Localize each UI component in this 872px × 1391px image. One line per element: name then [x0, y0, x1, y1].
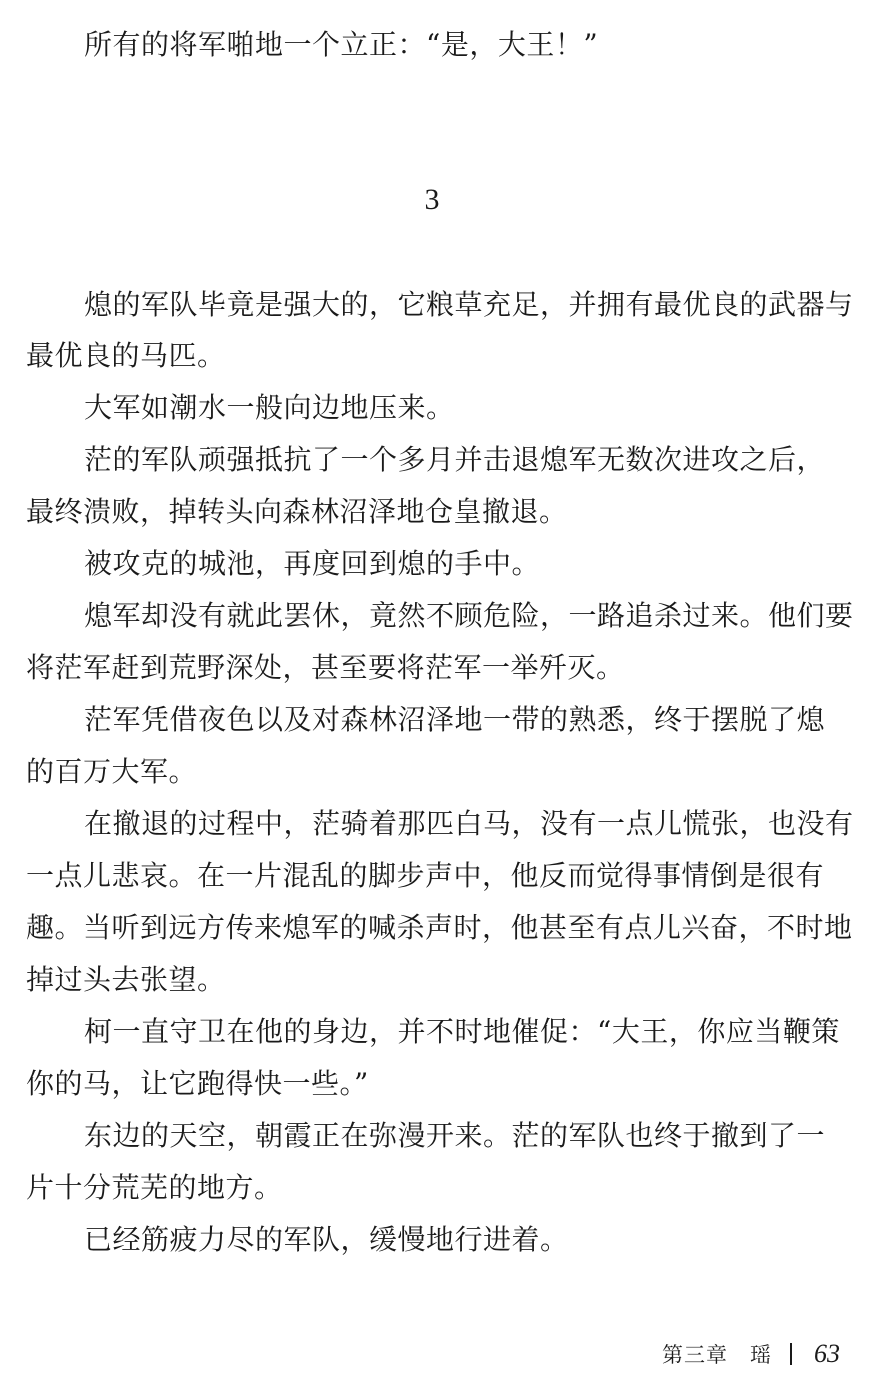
text-line: 熄军却没有就此罢休，竟然不顾危险，一路追杀过来。他们要: [84, 599, 854, 632]
text-line: 你的马，让它跑得快一些。”: [26, 1067, 369, 1100]
text-line: 在撤退的过程中，茫骑着那匹白马，没有一点儿慌张，也没有: [84, 807, 854, 840]
text-line: 所有的将军啪地一个立正：“是，大王！”: [84, 28, 599, 61]
text-line: 大军如潮水一般向边地压来。: [84, 391, 455, 424]
text-line: 趣。当听到远方传来熄军的喊杀声时，他甚至有点儿兴奋，不时地: [26, 911, 853, 944]
text-line: 的百万大军。: [26, 755, 198, 788]
text-line: 茫军凭借夜色以及对森林沼泽地一带的熟悉，终于摆脱了熄: [84, 703, 826, 736]
footer-separator: [790, 1343, 792, 1365]
page-footer: [600, 1336, 840, 1372]
section-number: 3: [424, 183, 440, 216]
text-line: 熄的军队毕竟是强大的，它粮草充足，并拥有最优良的武器与: [84, 288, 854, 321]
text-line: 最终溃败，掉转头向森林沼泽地仓皇撤退。: [26, 495, 568, 528]
text-line: 掉过头去张望。: [26, 963, 226, 996]
text-line: 片十分荒芜的地方。: [26, 1171, 283, 1204]
text-line: 一点儿悲哀。在一片混乱的脚步声中，他反而觉得事情倒是很有: [26, 859, 825, 892]
text-line: 已经筋疲力尽的军队，缓慢地行进着。: [84, 1223, 569, 1256]
text-line: 最优良的马匹。: [26, 339, 226, 372]
footer-chapter-title: 第三章 瑶: [662, 1343, 772, 1367]
text-line: 柯一直守卫在他的身边，并不时地催促：“大王，你应当鞭策: [84, 1015, 840, 1048]
text-line: 茫的军队顽强抵抗了一个多月并击退熄军无数次进攻之后，: [84, 443, 826, 476]
text-line: 东边的天空，朝霞正在弥漫开来。茫的军队也终于撤到了一: [84, 1119, 826, 1152]
text-line: 将茫军赶到荒野深处，甚至要将茫军一举歼灭。: [26, 651, 625, 684]
page-number: 63: [814, 1339, 840, 1368]
text-line: 被攻克的城池，再度回到熄的手中。: [84, 547, 541, 580]
